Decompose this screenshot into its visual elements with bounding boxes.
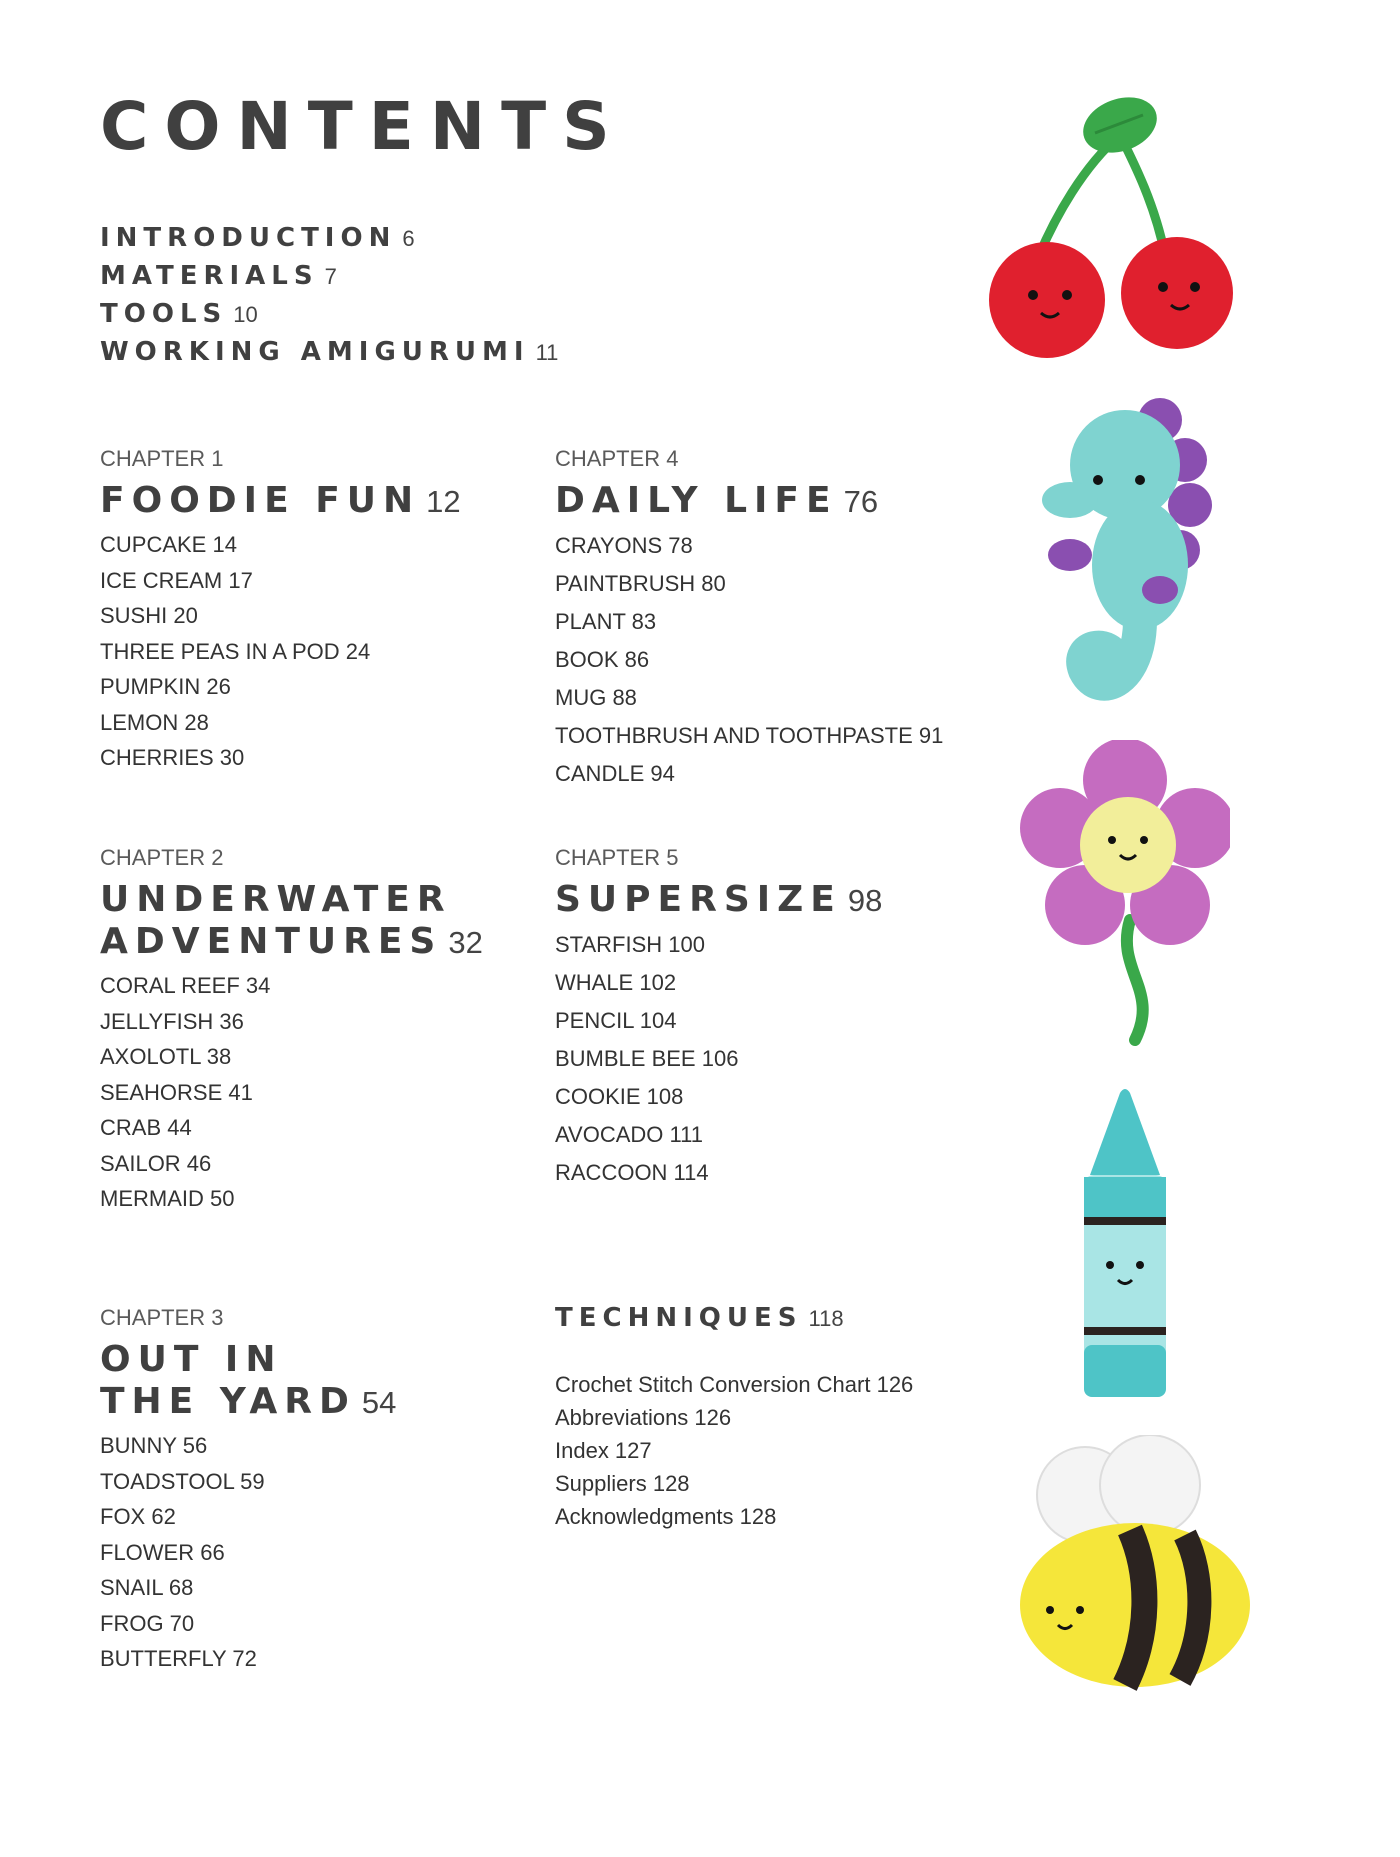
list-item[interactable]: PUMPKIN 26: [100, 674, 231, 699]
list-item[interactable]: JELLYFISH 36: [100, 1008, 244, 1034]
list-item[interactable]: CRAYONS 78: [555, 533, 693, 558]
chapter-label: CHAPTER 2: [100, 845, 224, 870]
list-item[interactable]: MUG 88: [555, 685, 637, 710]
chapter-entries: [100, 1428, 396, 1677]
chapter-title[interactable]: FOODIE FUN 12: [100, 480, 461, 521]
list-item[interactable]: Acknowledgments 128: [555, 1504, 777, 1529]
list-item[interactable]: MERMAID 50: [100, 1186, 235, 1211]
list-item[interactable]: ICE CREAM 17: [100, 567, 253, 593]
chapter-title[interactable]: UNDERWATER ADVENTURES 32: [100, 879, 483, 962]
list-item[interactable]: TOOTHBRUSH AND TOOTHPASTE 91: [555, 723, 944, 748]
chapter-entries: [555, 926, 882, 1192]
list-item[interactable]: BUNNY 56: [100, 1433, 208, 1458]
list-item[interactable]: CANDLE 94: [555, 761, 675, 786]
chapter-label: CHAPTER 1: [100, 446, 224, 471]
list-item[interactable]: CRAB 44: [100, 1115, 192, 1140]
list-item[interactable]: PENCIL 104: [555, 1008, 677, 1033]
chapter-title[interactable]: DAILY LIFE 76: [555, 480, 879, 521]
list-item[interactable]: LEMON 28: [100, 709, 209, 735]
list-item[interactable]: PAINTBRUSH 80: [555, 571, 726, 596]
flower-illustration: [1020, 740, 1230, 1060]
back-matter-list: [555, 1368, 913, 1533]
list-item[interactable]: SAILOR 46: [100, 1150, 212, 1176]
list-item[interactable]: BOOK 86: [555, 647, 650, 672]
list-item[interactable]: CHERRIES 30: [100, 745, 245, 770]
list-item[interactable]: BUMBLE BEE 106: [555, 1046, 739, 1071]
list-item[interactable]: WHALE 102: [555, 970, 677, 995]
list-item[interactable]: RACCOON 114: [555, 1160, 709, 1185]
chapter-entries: [555, 527, 943, 793]
list-item[interactable]: CUPCAKE 14: [100, 532, 237, 557]
chapter-1: [100, 446, 461, 776]
chapter-title[interactable]: SUPERSIZE 98: [555, 879, 883, 920]
chapter-entries: [100, 968, 483, 1217]
list-item[interactable]: Abbreviations 126: [555, 1405, 732, 1430]
page-title: CONTENTS: [100, 88, 626, 165]
front-matter-list: [100, 219, 558, 371]
seahorse-illustration: [1040, 380, 1220, 710]
chapter-title[interactable]: OUT IN THE YARD 54: [100, 1339, 397, 1422]
list-item[interactable]: AXOLOTL 38: [100, 1044, 232, 1069]
list-item[interactable]: PLANT 83: [555, 609, 657, 634]
crayon-illustration: [1070, 1085, 1180, 1405]
bumble-bee-illustration: [1010, 1435, 1260, 1705]
list-item[interactable]: SNAIL 68: [100, 1575, 194, 1600]
toc-entry-working-amigurumi[interactable]: WORKING AMIGURUMI 11: [100, 337, 559, 367]
list-item[interactable]: Suppliers 128: [555, 1471, 690, 1496]
list-item[interactable]: CORAL REEF 34: [100, 973, 271, 998]
list-item[interactable]: COOKIE 108: [555, 1084, 684, 1109]
chapter-label: CHAPTER 5: [555, 845, 679, 870]
techniques-heading[interactable]: TECHNIQUES 118: [555, 1303, 844, 1333]
list-item[interactable]: Crochet Stitch Conversion Chart 126: [555, 1372, 914, 1397]
chapter-label: CHAPTER 3: [100, 1305, 224, 1330]
list-item[interactable]: SUSHI 20: [100, 603, 198, 628]
chapter-label: CHAPTER 4: [555, 446, 679, 471]
toc-entry-tools[interactable]: TOOLS 10: [100, 299, 258, 329]
list-item[interactable]: Index 127: [555, 1438, 652, 1463]
list-item[interactable]: THREE PEAS IN A POD 24: [100, 638, 371, 664]
list-item[interactable]: FROG 70: [100, 1610, 195, 1636]
chapter-entries: [100, 527, 461, 776]
list-item[interactable]: STARFISH 100: [555, 932, 705, 957]
chapter-3: [100, 1305, 396, 1677]
list-item[interactable]: SEAHORSE 41: [100, 1079, 253, 1105]
list-item[interactable]: TOADSTOOL 59: [100, 1468, 265, 1494]
list-item[interactable]: FLOWER 66: [100, 1539, 225, 1565]
chapter-4: [555, 446, 943, 793]
list-item[interactable]: FOX 62: [100, 1504, 176, 1529]
chapter-5: [555, 845, 882, 1192]
toc-entry-materials[interactable]: MATERIALS 7: [100, 261, 337, 291]
toc-entry-introduction[interactable]: INTRODUCTION 6: [100, 223, 415, 253]
chapter-2: [100, 845, 483, 1217]
cherries-illustration: [985, 95, 1245, 365]
list-item[interactable]: BUTTERFLY 72: [100, 1646, 257, 1671]
list-item[interactable]: AVOCADO 111: [555, 1122, 703, 1147]
